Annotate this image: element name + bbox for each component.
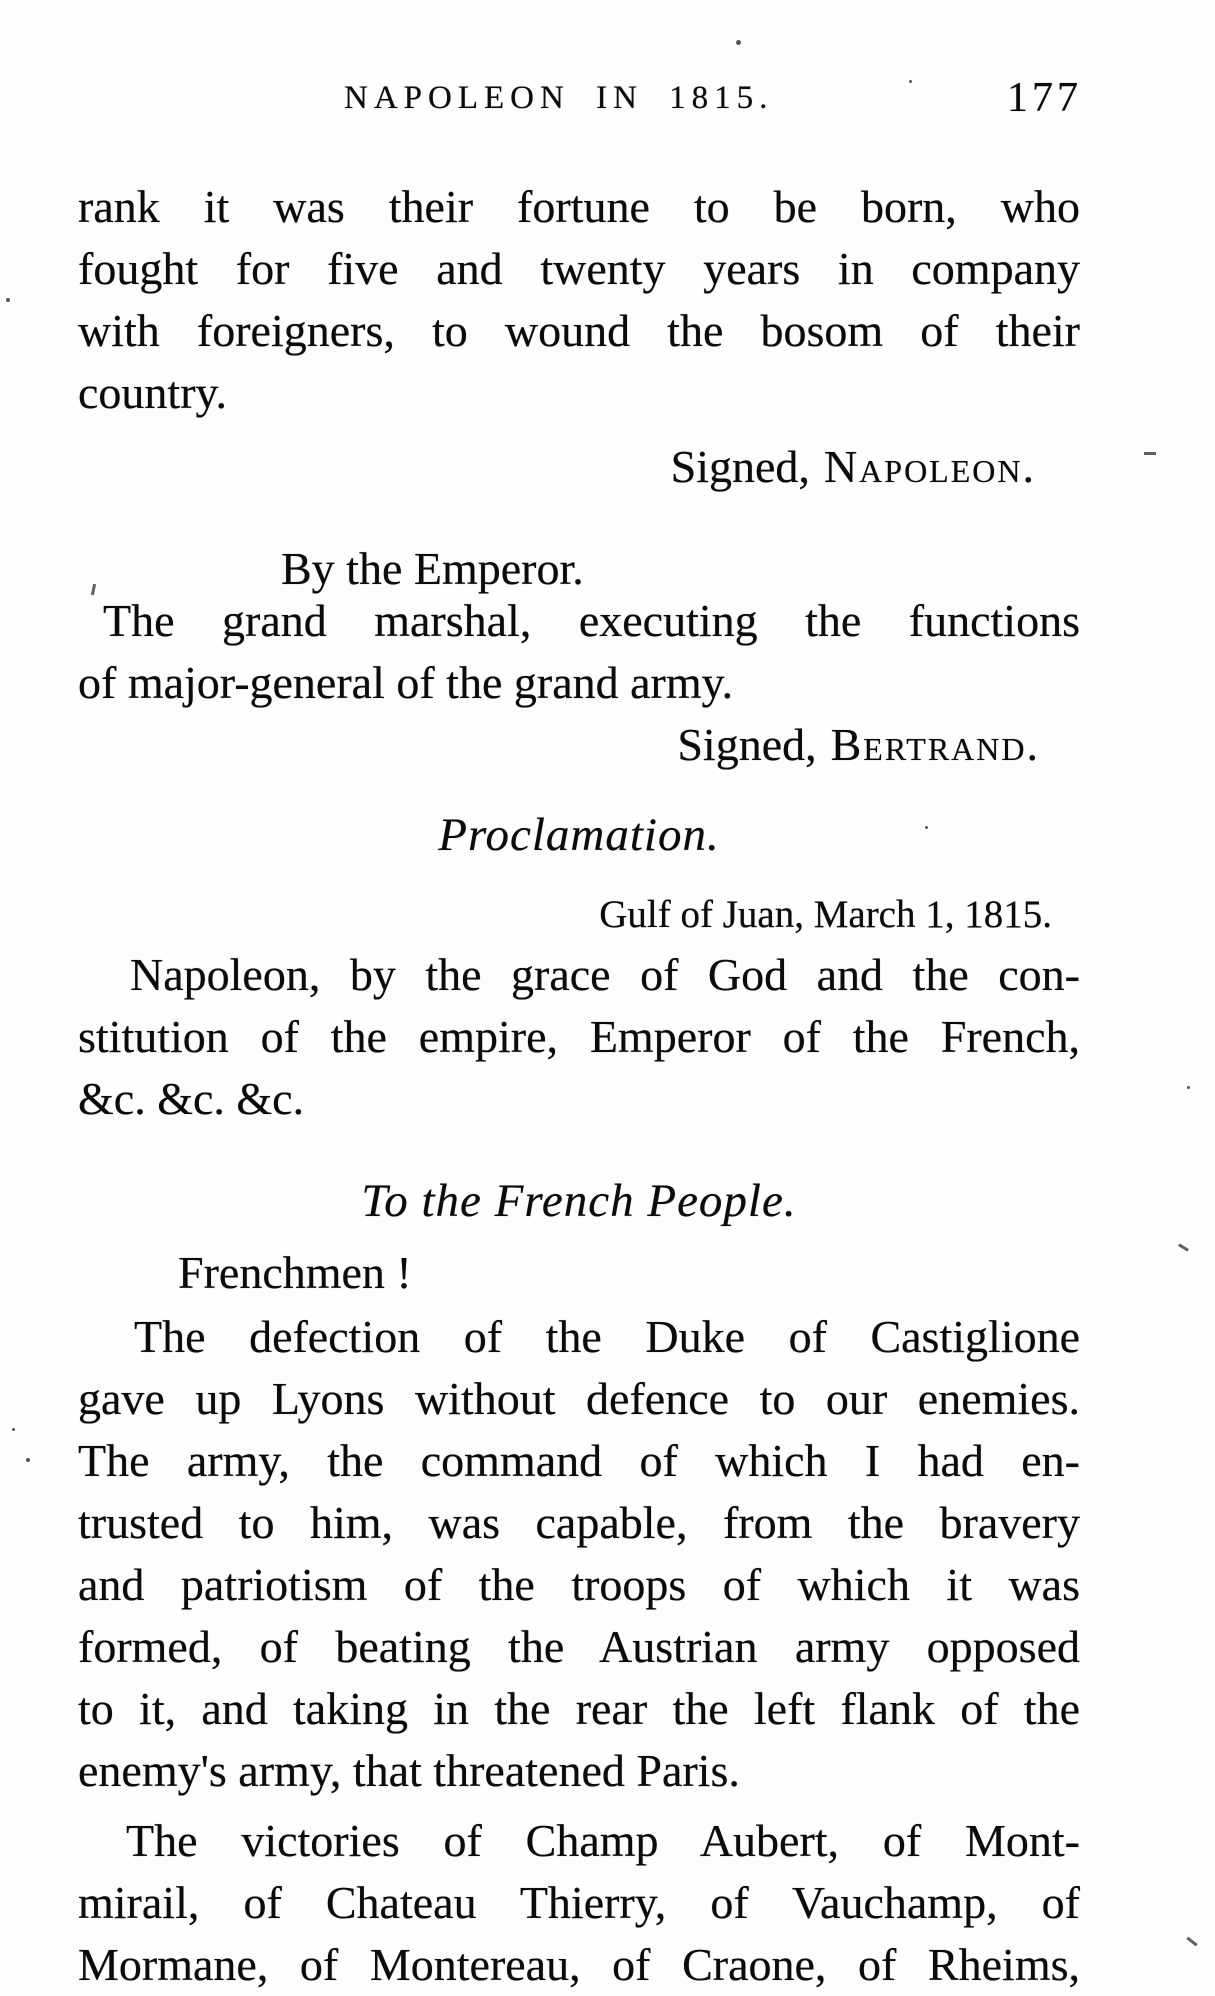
scan-speck (736, 40, 741, 45)
body-line: &c. &c. &c. (78, 1073, 305, 1124)
body-line: The victories of Champ Aubert, of Mont- (126, 1815, 1080, 1866)
proclamation-preamble (78, 944, 1080, 1130)
proclamation-heading: Proclamation. (438, 809, 720, 861)
body-line: country. (78, 367, 228, 418)
body-line: gave up Lyons without defence to our enemies. (78, 1373, 1080, 1424)
body-line: The defection of the Duke of Castiglione (134, 1311, 1080, 1362)
signature-name: Bertrand. (830, 719, 1040, 770)
scan-speck (6, 298, 10, 302)
scan-mark (1144, 452, 1156, 455)
by-the-emperor-line: By the Emperor. (281, 543, 584, 594)
scan-speck (925, 826, 928, 829)
body-line: mirail, of Chateau Thierry, of Vauchamp, of (78, 1877, 1080, 1928)
decree-closing-paragraph (78, 176, 1080, 424)
scan-speck (26, 1458, 30, 1462)
body-line: Napoleon, by the grace of God and the con- (130, 949, 1080, 1000)
scan-mark (1186, 1937, 1197, 1947)
scan-mark (1178, 1243, 1189, 1251)
running-header-title: NAPOLEON IN 1815. (344, 80, 774, 116)
body-line: Mormane, of Montereau, of Craone, of Rheims, (78, 1939, 1080, 1990)
proclamation-body-paragraph-1 (78, 1306, 1080, 1802)
body-line: fought for five and twenty years in company (78, 243, 1080, 294)
signature-prefix: Signed, (670, 441, 810, 492)
body-line: with foreigners, to wound the bosom of their (78, 305, 1080, 356)
body-line: stitution of the empire, Emperor of the French, (78, 1011, 1080, 1062)
body-line: rank it was their fortune to be born, who (78, 181, 1080, 232)
salutation: Frenchmen ! (178, 1247, 412, 1298)
scan-speck (1187, 1086, 1190, 1089)
proclamation-body-paragraph-2 (78, 1810, 1080, 1996)
body-line: The grand marshal, executing the functions (103, 595, 1080, 646)
dateline: Gulf of Juan, March 1, 1815. (599, 893, 1052, 936)
body-line: and patriotism of the troops of which it was (78, 1559, 1080, 1610)
signature-name: Napoleon. (823, 441, 1036, 492)
signature-bertrand (78, 714, 1080, 776)
scan-speck (909, 80, 912, 83)
address-heading: To the French People. (361, 1175, 797, 1227)
signature-prefix: Signed, (677, 719, 817, 770)
body-line: enemy's army, that threatened Paris. (78, 1745, 740, 1796)
page-number: 177 (1007, 75, 1082, 121)
marshal-attestation (78, 590, 1080, 714)
signature-napoleon (78, 436, 1080, 498)
body-line: to it, and taking in the rear the left flank of the (78, 1683, 1080, 1734)
body-line: trusted to him, was capable, from the bravery (78, 1497, 1080, 1548)
body-line: formed, of beating the Austrian army opposed (78, 1621, 1080, 1672)
scan-speck (12, 1428, 15, 1431)
body-line: The army, the command of which I had en- (78, 1435, 1080, 1486)
body-line: of major-general of the grand army. (78, 657, 734, 708)
